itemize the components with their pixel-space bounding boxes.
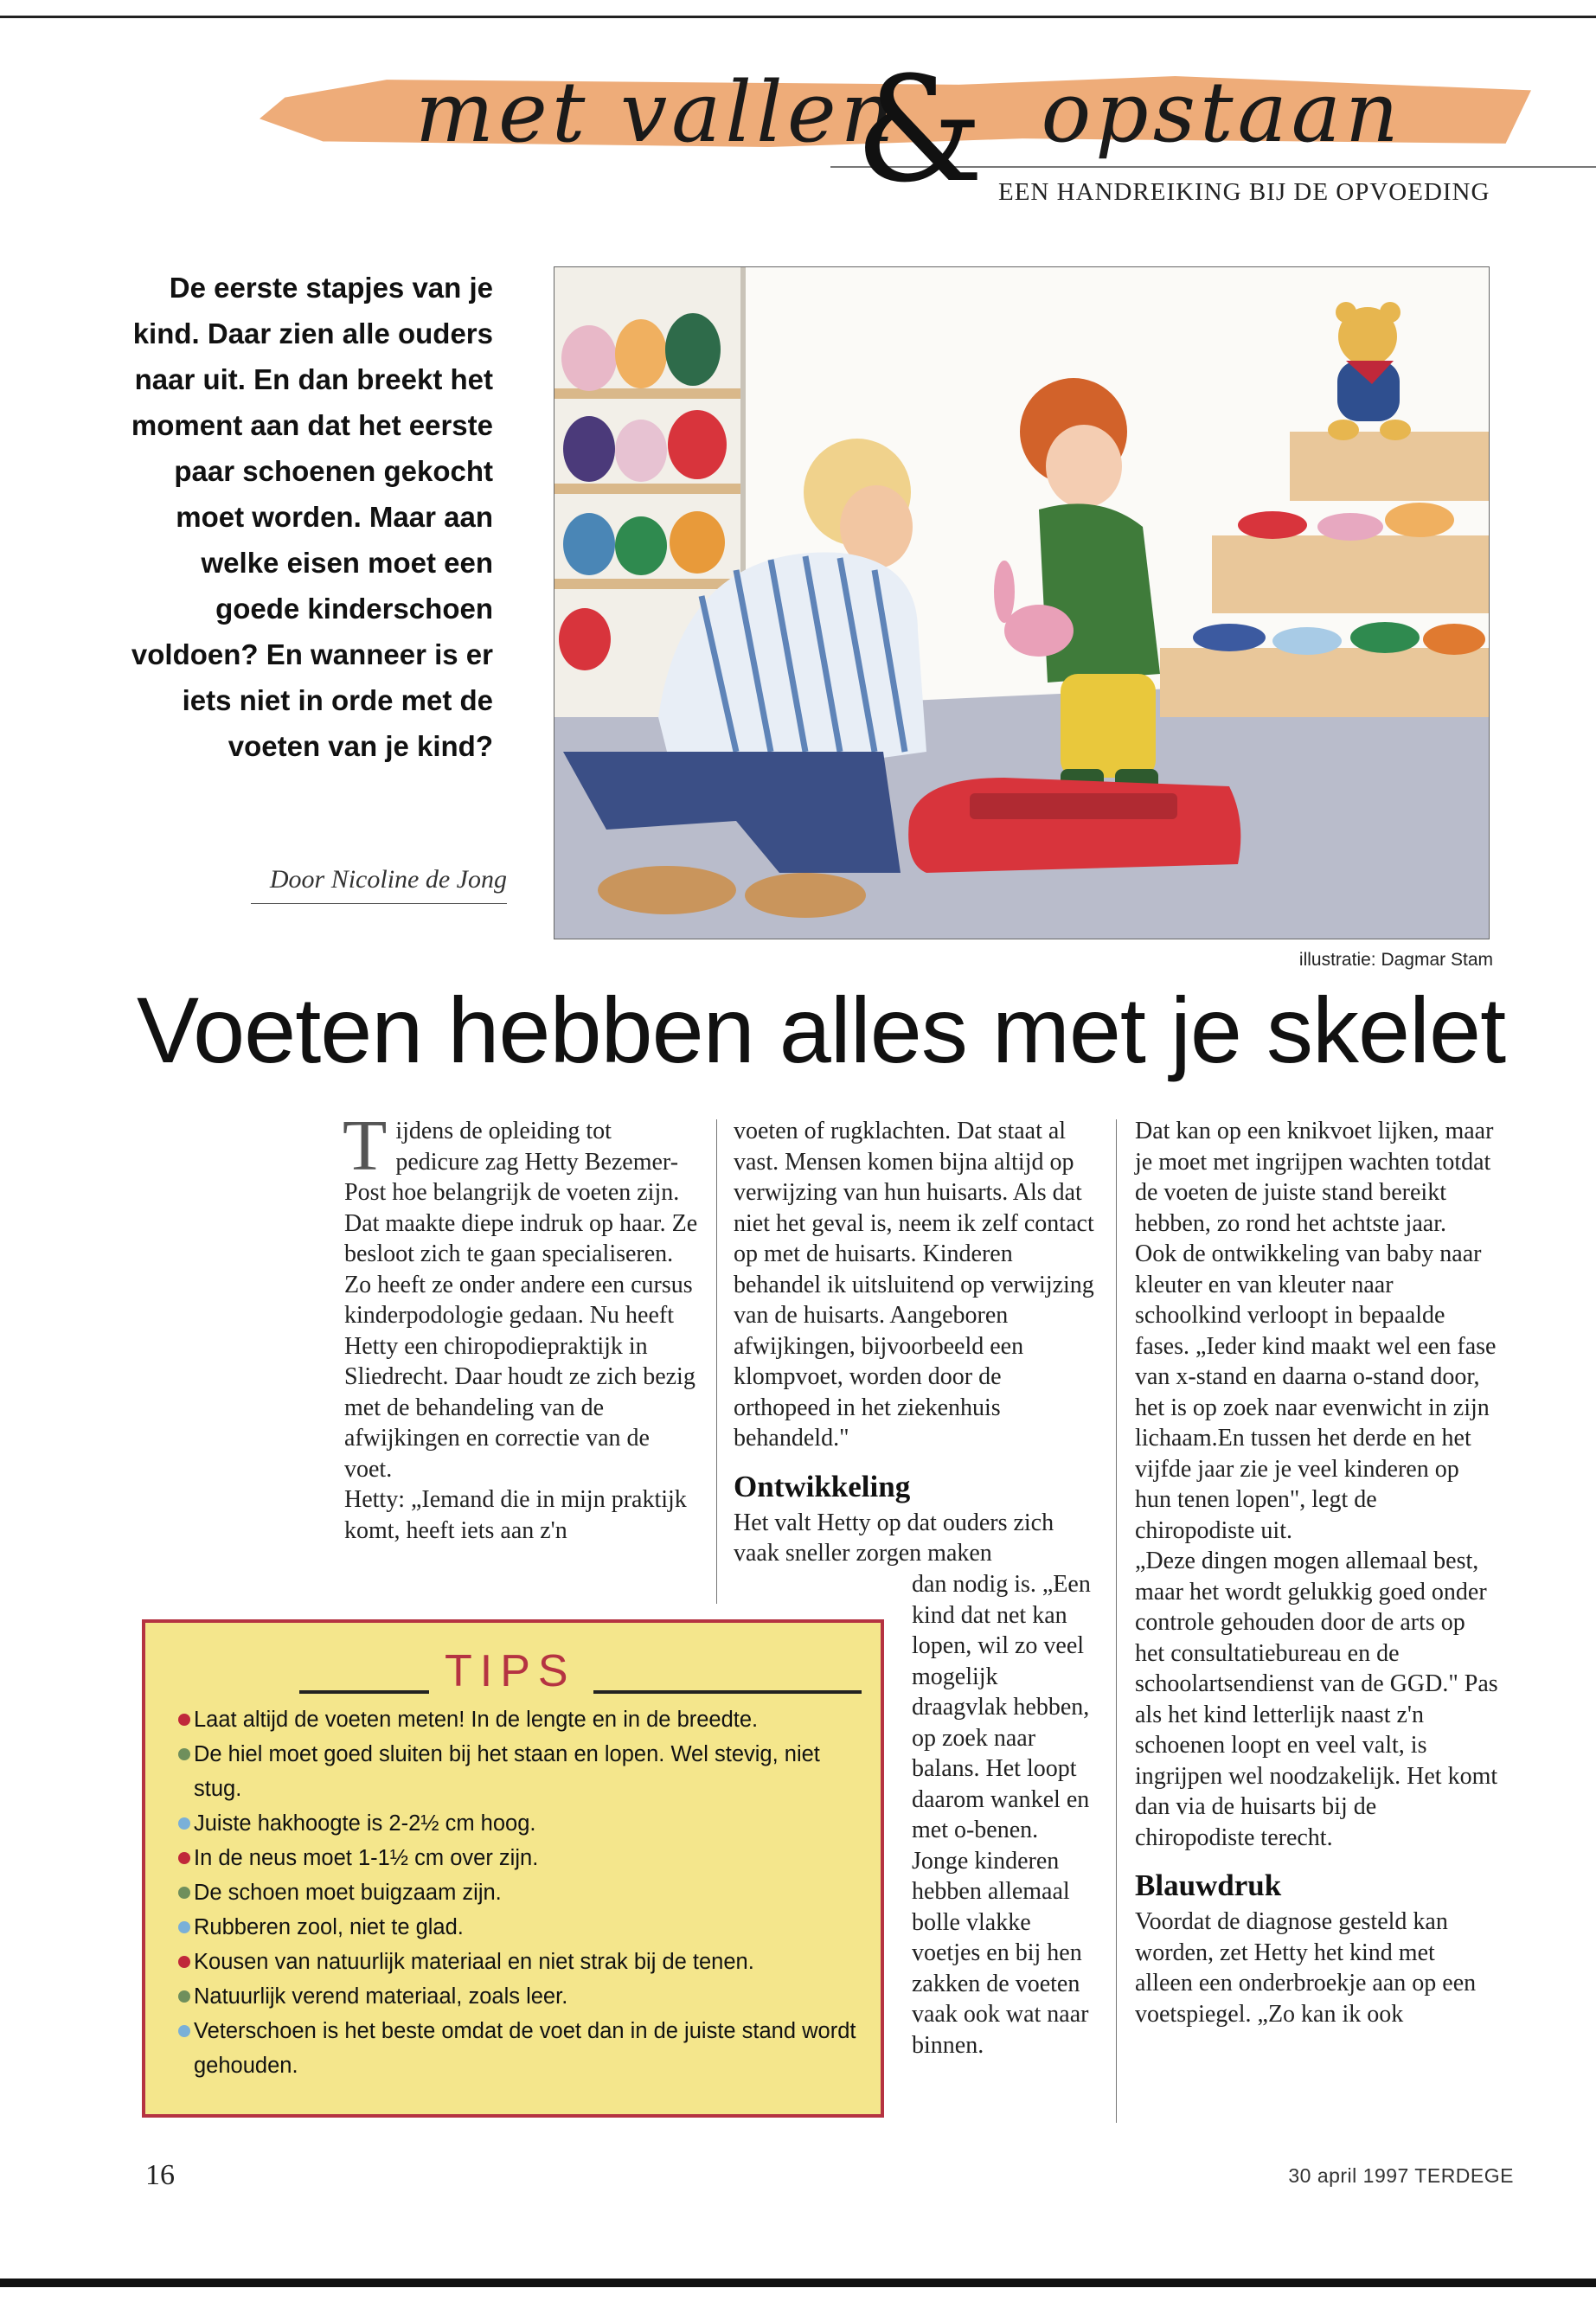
tips-rule-right — [593, 1690, 862, 1694]
section-title-part1: met vallen — [415, 64, 899, 161]
article-paragraph: Hetty: „Iemand die in mijn praktijk komt, heeft iets aan z'n — [344, 1486, 687, 1544]
article-column-2-continued: dan nodig is. „Een kind dat net kan lopen, wil zo veel mogelijk draagvlak hebben, op zoek naar balans. Het loopt daarom wankel en met o-benen. Jonge kinderen hebben allemaal bolle vlakke voetjes en bij hen zakken de voeten vaak ook wat naar binnen. — [912, 1571, 1091, 2059]
bullet-icon — [178, 1817, 190, 1830]
tip-item — [178, 1979, 870, 2014]
tips-box — [142, 1619, 884, 2118]
tip-item — [178, 1875, 870, 1910]
article-headline: Voeten hebben alles met je skelet — [137, 977, 1506, 1082]
bullet-icon — [178, 1921, 190, 1933]
tip-item — [178, 1841, 870, 1875]
tip-text: Natuurlijk verend materiaal, zoals leer. — [194, 1984, 568, 2009]
subheading-ontwikkeling: Ontwikkeling — [734, 1469, 911, 1503]
tip-item — [178, 1702, 870, 1737]
foot-measure-device-icon — [908, 778, 1240, 873]
illustration-credit: illustratie: Dagmar Stam — [1298, 950, 1493, 970]
tip-item — [178, 1945, 870, 1979]
column-rule — [716, 1119, 717, 1604]
tip-text: Veterschoen is het beste omdat de voet dan in de juiste stand wordt gehouden. — [194, 2019, 856, 2078]
bullet-icon — [178, 1990, 190, 2003]
tip-text: In de neus moet 1-1½ cm over zijn. — [194, 1846, 539, 1870]
tips-list — [178, 1702, 870, 2083]
section-subtitle: EEN HANDREIKING BIJ DE OPVOEDING — [998, 178, 1490, 206]
article-column-1 — [343, 1106, 701, 1546]
article-paragraph: ijdens de opleiding tot pedicure zag Hetty Bezemer-Post hoe belangrijk de voeten zijn. Dat maakte diepe indruk op haar. Ze besloot zich te gaan specialiseren. Zo heeft ze onder andere een cursus kinderpodologie gedaan. Nu heeft Hetty een chiropodiepraktijk in Sliedrecht. Daar houdt ze zich bezig met de behandeling van de afwijkingen en correctie van de voet. — [344, 1118, 698, 1483]
tip-item — [178, 1910, 870, 1945]
section-title-ampersand: & — [855, 45, 984, 215]
tip-text: De hiel moet goed sluiten bij het staan en lopen. Wel stevig, niet stug. — [194, 1742, 820, 1801]
article-paragraph: Voordat de diagnose gesteld kan worden, zet Hetty het kind met alleen een onderbroekje aan op een voetspiegel. „Zo kan ik ook — [1135, 1908, 1477, 2028]
bullet-icon — [178, 1956, 190, 1968]
page-number: 16 — [145, 2159, 175, 2191]
intro-text: De eerste stapjes van je kind. Daar zien alle ouders naar uit. En dan breekt het moment aan dat het eerste paar schoenen gekocht moet worden. Maar aan welke eisen moet een goede kinderschoen voldoen? En wanneer is er iets niet in orde met de voeten van je kind? — [131, 272, 493, 762]
illustration-drawing — [554, 267, 1489, 939]
bullet-icon — [178, 1852, 190, 1864]
tips-header — [299, 1645, 818, 1697]
issue-date: 30 april 1997 TERDEGE — [1288, 2164, 1514, 2187]
top-rule — [0, 16, 1596, 18]
article-column-2 — [734, 1116, 1095, 1569]
tip-text: De schoen moet buigzaam zijn. — [194, 1881, 502, 1905]
tip-item — [178, 1806, 870, 1841]
tip-text: Juiste hakhoogte is 2-2½ cm hoog. — [194, 1811, 536, 1836]
tip-item — [178, 1737, 870, 1806]
bottom-rule — [0, 2279, 1596, 2287]
tips-title: TIPS — [445, 1646, 576, 1696]
article-paragraph: Het valt Hetty op dat ouders zich vaak sneller zorgen maken — [734, 1509, 1054, 1567]
tip-text: Laat altijd de voeten meten! In de lengte en in de breedte. — [194, 1708, 759, 1732]
byline: Door Nicoline de Jong — [251, 865, 507, 904]
article-paragraph: Ook de ontwikkeling van baby naar kleuter en van kleuter naar schoolkind verloopt in bepaalde fases. „Ieder kind maakt wel een fase van x-stand en daarna o-stand door, het is op zoek naar evenwicht in zijn lichaam.En tussen het derde en het vijfde jaar zie je veel kinderen op hun tenen lopen", legt de chiropodiste uit. — [1135, 1240, 1497, 1544]
bullet-icon — [178, 1714, 190, 1726]
column-rule — [1116, 1119, 1117, 2123]
article-paragraph: Dat kan op een knikvoet lijken, maar je moet met ingrijpen wachten totdat de voeten de juiste stand bereikt hebben, zo rond het achtste jaar. — [1135, 1118, 1494, 1237]
drop-cap: T — [343, 1106, 388, 1186]
tip-text: Kousen van natuurlijk materiaal en niet strak bij de tenen. — [194, 1950, 754, 1974]
subheading-blauwdruk: Blauwdruk — [1135, 1868, 1282, 1902]
article-paragraph: voeten of rugklachten. Dat staat al vast. Mensen komen bijna altijd op verwijzing van hun huisarts. Als dat niet het geval is, neem ik zelf contact op met de huisarts. Kinderen behandel ik uitsluitend op verwijzing van de huisarts. Aangeboren afwijkingen, bijvoorbeeld een klompvoet, worden door de orthopeed in het ziekenhuis behandeld." — [734, 1118, 1094, 1452]
bullet-icon — [178, 1887, 190, 1899]
article-paragraph: „Deze dingen mogen allemaal best, maar het wordt gelukkig goed onder controle gehouden door de arts op het consultatiebureau en de schoolartsendienst van de GGD." Pas als het kind letterlijk naast z'n schoenen loopt en veel valt, is ingrijpen wel noodzakelijk. Het komt dan via de huisarts bij de chiropodiste terecht. — [1135, 1548, 1498, 1851]
tip-item — [178, 2014, 870, 2083]
article-column-3 — [1135, 1116, 1498, 2029]
tips-rule-left — [299, 1690, 429, 1694]
bullet-icon — [178, 2025, 190, 2037]
bullet-icon — [178, 1748, 190, 1760]
tip-text: Rubberen zool, niet te glad. — [194, 1915, 464, 1939]
shoe-store-illustration — [554, 266, 1490, 939]
section-title-part2: opstaan — [1041, 64, 1403, 161]
